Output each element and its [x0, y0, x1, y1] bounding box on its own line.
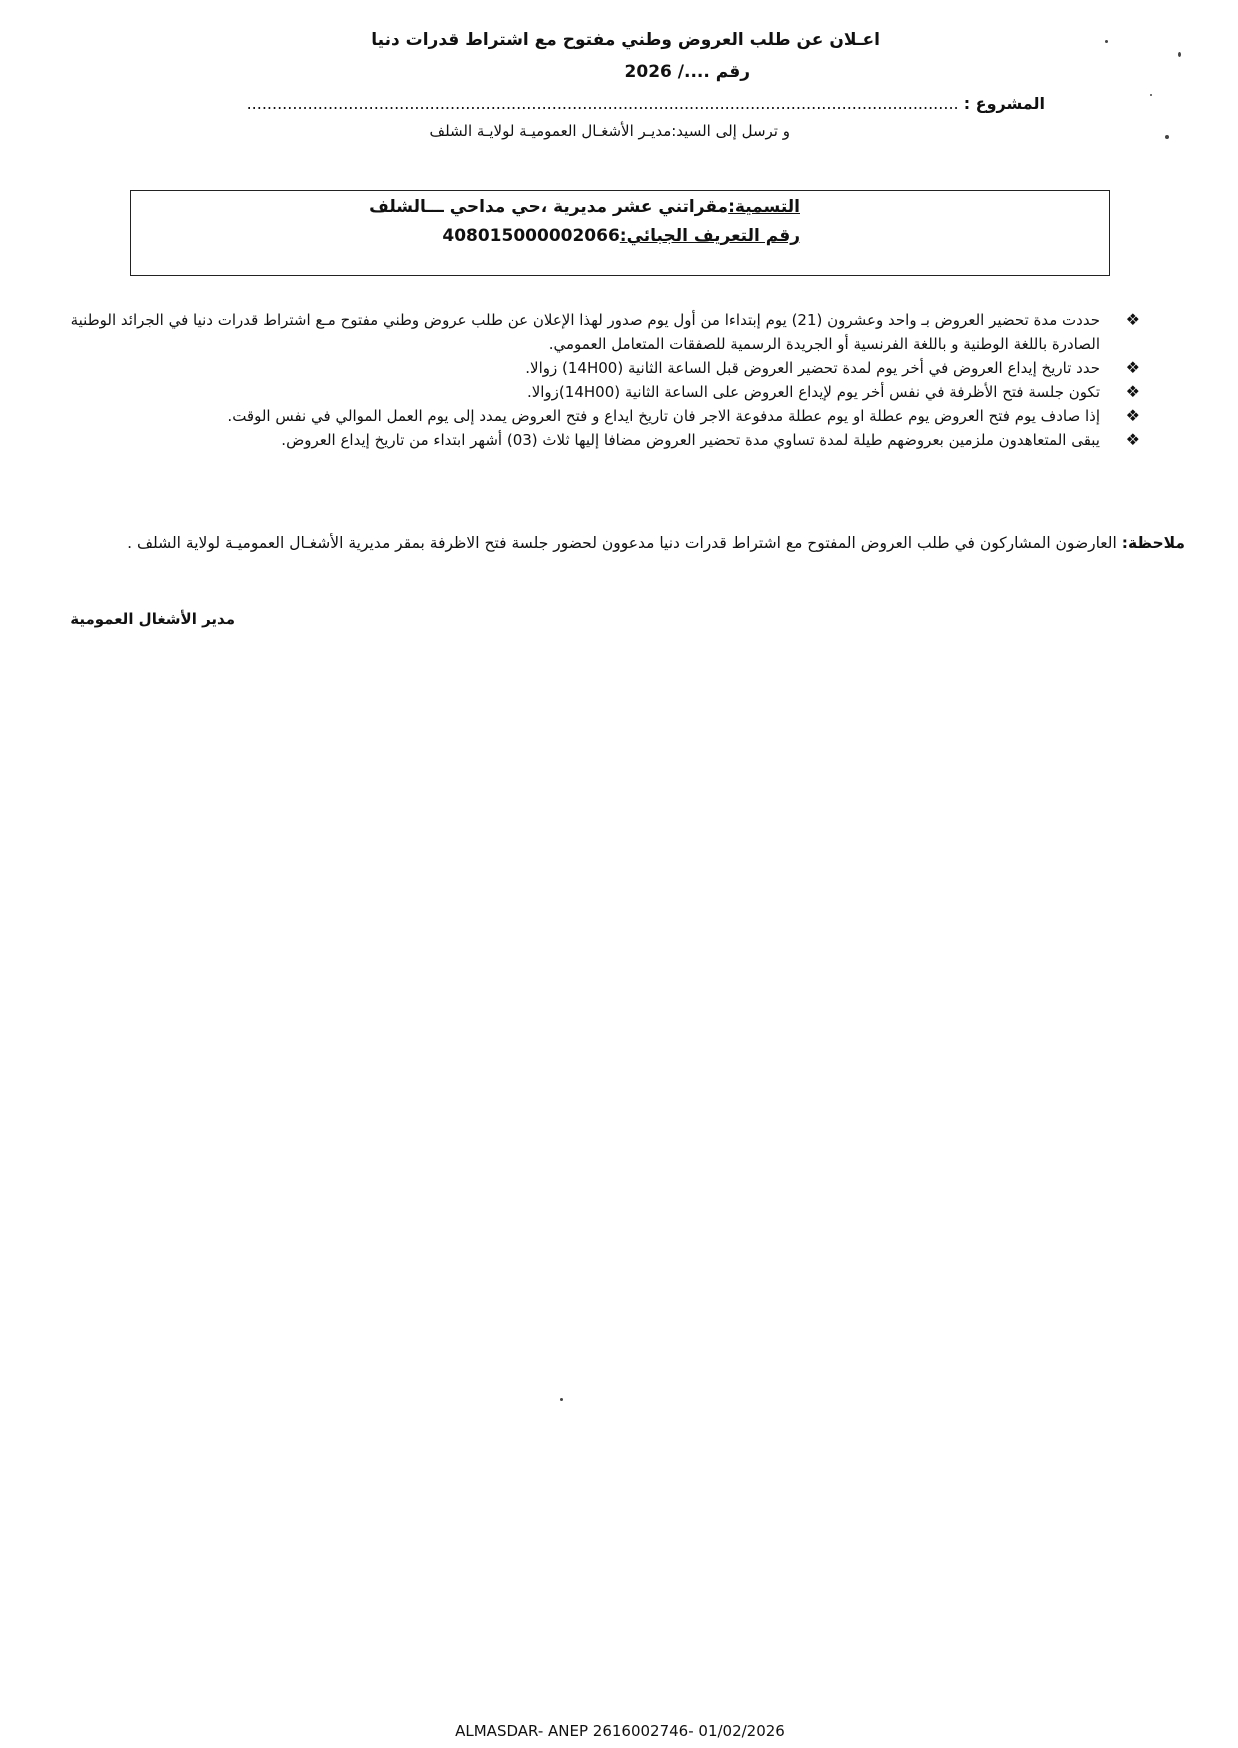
scan-speck: [1165, 135, 1169, 139]
designation-line: [300, 197, 800, 217]
scan-speck: [1105, 40, 1108, 43]
diamond-bullet-icon: ❖: [1125, 406, 1140, 425]
diamond-bullet-icon: ❖: [1125, 430, 1140, 449]
announcement-number: رقم ..../ 2026: [624, 62, 750, 82]
project-label: المشروع :: [963, 94, 1045, 113]
scan-speck: [1178, 52, 1181, 57]
list-item: [60, 404, 1140, 428]
footer-reference: ALMASDAR- ANEP 2616002746- 01/02/2026: [455, 1722, 785, 1740]
scan-speck: [560, 1398, 563, 1401]
note-label: ملاحظة:: [1121, 534, 1185, 552]
diamond-bullet-icon: ❖: [1125, 310, 1140, 329]
scan-speck: [1150, 94, 1152, 96]
project-dots: ............................................................................................................................................: [246, 94, 959, 113]
project-row: [85, 94, 1045, 113]
designation-label: التسمية:: [728, 197, 800, 217]
clauses-list: [60, 308, 1140, 452]
list-item: [60, 308, 1140, 356]
announcement-title: اعـلان عن طلب العروض وطني مفتوح مع اشتراط قدرات دنيا: [371, 30, 880, 50]
list-item: [60, 380, 1140, 404]
clause-text: حدد تاريخ إيداع العروض في أخر يوم لمدة تحضير العروض قبل الساعة الثانية (14H00) زوالا.: [525, 359, 1100, 377]
note-paragraph: [55, 528, 1185, 558]
fiscal-id-line: [300, 226, 800, 246]
diamond-bullet-icon: ❖: [1125, 358, 1140, 377]
designation-value: مقراتني عشر مديرية ،حي مداحي ـــالشلف: [369, 197, 729, 217]
clause-text: إذا صادف يوم فتح العروض يوم عطلة او يوم عطلة مدفوعة الاجر فان تاريخ ايداع و فتح العروض يمدد إلى يوم العمل الموالي في نفس الوقت.: [227, 407, 1100, 425]
note-text: العارضون المشاركون في طلب العروض المفتوح مع اشتراط قدرات دنيا مدعوون لحضور جلسة فتح الاظرفة بمقر مديرية الأشغـال العموميـة لولاية الشلف .: [127, 534, 1117, 552]
list-item: [60, 356, 1140, 380]
signature-title: مدير الأشغال العمومية: [70, 610, 235, 628]
clause-text: تكون جلسة فتح الأظرفة في نفس أخر يوم لإيداع العروض على الساعة الثانية (14H00)زوالا.: [526, 383, 1100, 401]
clause-text: حددت مدة تحضير العروض بـ واحد وعشرون (21) يوم إبتداءا من أول يوم صدور لهذا الإعلان عن طلب عروض وطني مفتوح مـع اشتراط قدرات دنيا في الجرائد الوطنية الصادرة باللغة الوطنية و باللغة الفرنسية أو الجريدة الرسمية للصفقات المتعامل العمومي.: [70, 311, 1100, 353]
clause-text: يبقى المتعاهدون ملزمين بعروضهم طيلة لمدة تساوي مدة تحضير العروض مضافا إليها ثلاث (03) أشهر ابتداء من تاريخ إيداع العروض.: [281, 431, 1100, 449]
fiscal-id-label: رقم التعريف الجبائي:: [619, 226, 800, 246]
fiscal-id-value: 408015000002066: [442, 226, 620, 246]
list-item: [60, 428, 1140, 452]
diamond-bullet-icon: ❖: [1125, 382, 1140, 401]
send-to-line: و ترسل إلى السيد:مديـر الأشغـال العموميـة لولايـة الشلف: [429, 122, 790, 140]
